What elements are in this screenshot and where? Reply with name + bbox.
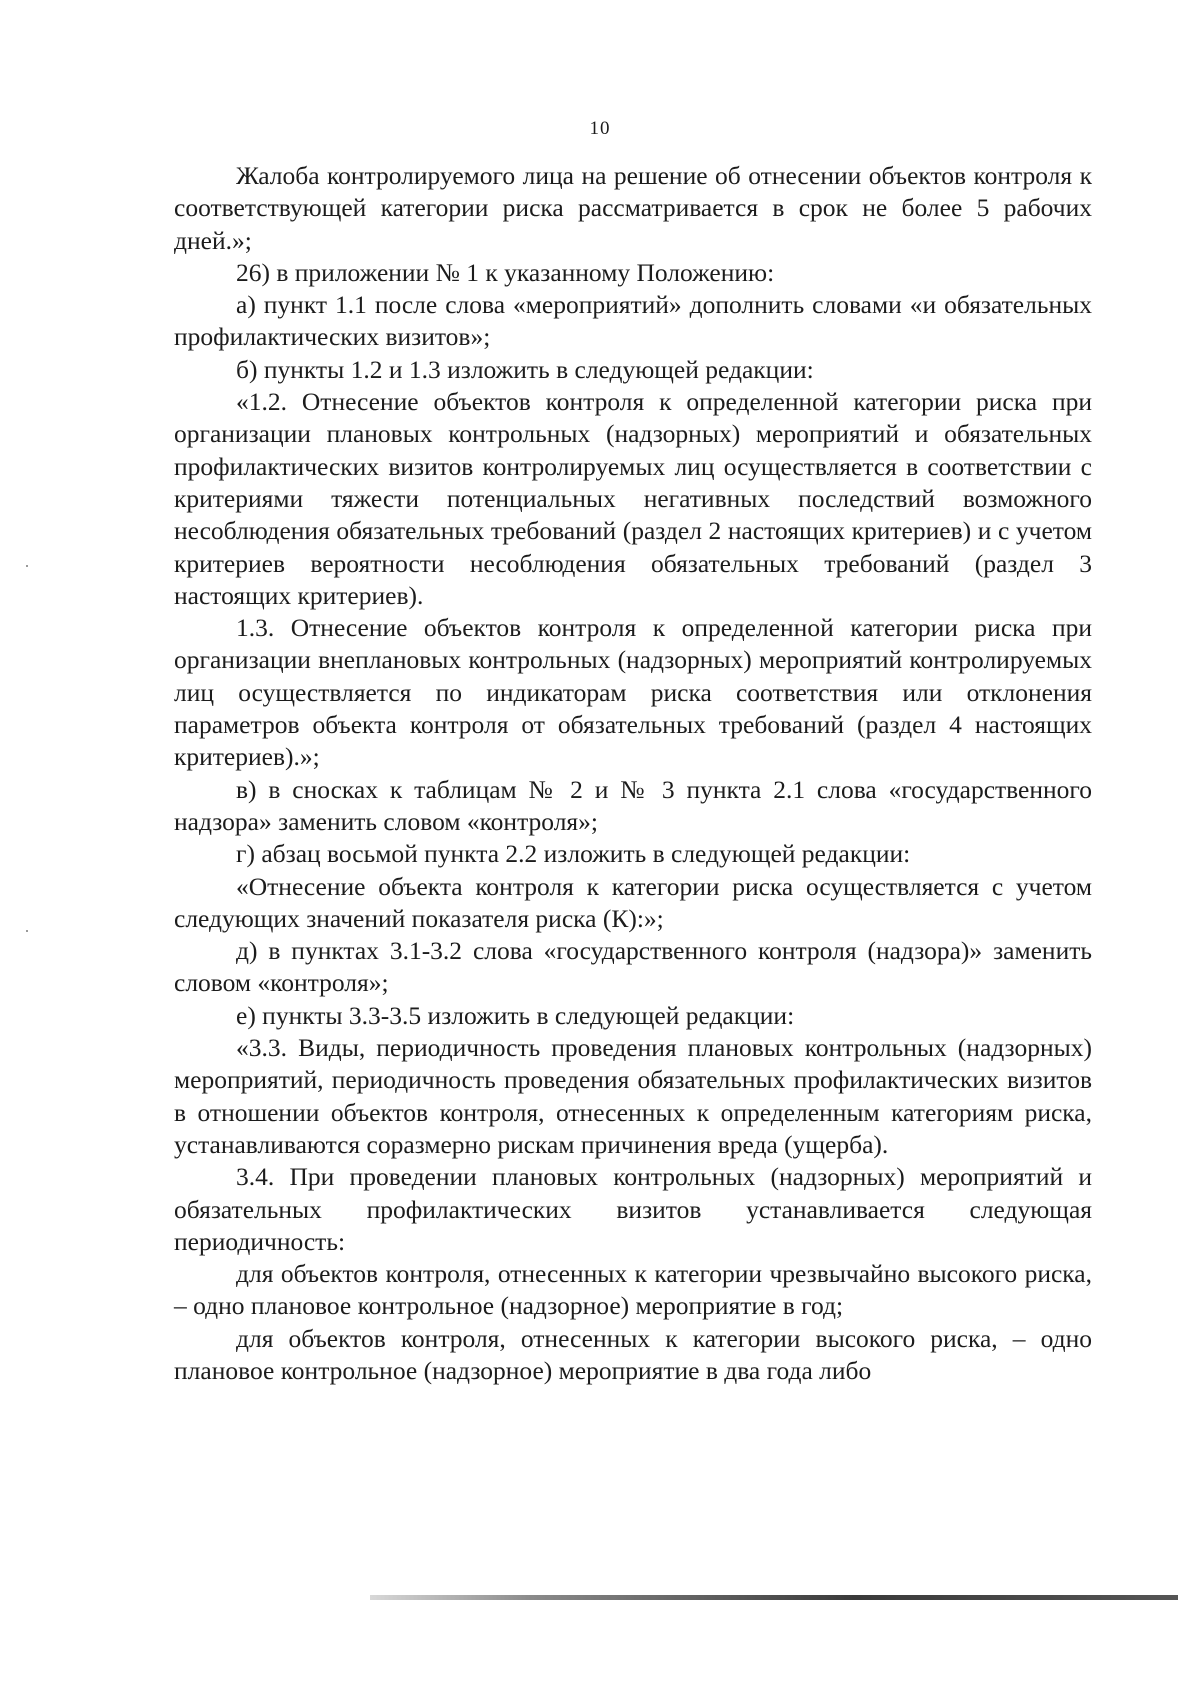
scan-margin-speck [26, 930, 28, 932]
paragraph-clause-1-2: «1.2. Отнесение объектов контроля к определенной категории риска при организации плановых контрольных (надзорных) мероприятий и обязательных профилактических визитов контролируемых лиц осуществляется в соответствии с критериями тяжести потенциальных негативных последствий возможного несоблюдения обязательных требований (раздел 2 настоящих критериев) и с учетом критериев вероятности несоблюдения обязательных требований (раздел 3 настоящих критериев). [174, 387, 1092, 610]
paragraph-risk-indicator: «Отнесение объекта контроля к категории риска осуществляется с учетом следующих значений показателя риска (К):»; [174, 871, 1092, 933]
paragraph-subitem-d: д) в пунктах 3.1-3.2 слова «государственного контроля (надзора)» заменить словом «контроля»; [174, 936, 1092, 998]
paragraph-subitem-g: г) абзац восьмой пункта 2.2 изложить в следующей редакции: [236, 839, 911, 869]
paragraph-clause-1-3: 1.3. Отнесение объектов контроля к определенной категории риска при организации внеплановых контрольных (надзорных) мероприятий контролируемых лиц осуществляется по индикаторам риска соответствия или отклонения параметров объекта контроля от обязательных требований (раздел 4 настоящих критериев).»; [174, 613, 1092, 772]
paragraph-extreme-risk: для объектов контроля, отнесенных к категории чрезвычайно высокого риска, – одно плановое контрольное (надзорное) мероприятие в год; [174, 1259, 1092, 1321]
paragraph-clause-3-3: «3.3. Виды, периодичность проведения плановых контрольных (надзорных) мероприятий, периодичность проведения обязательных профилактических визитов в отношении объектов контроля, отнесенных к определенным категориям риска, устанавливаются соразмерно рискам причинения вреда (ущерба). [174, 1033, 1092, 1159]
page-number: 10 [589, 118, 611, 139]
paragraph-clause-3-4: 3.4. При проведении плановых контрольных (надзорных) мероприятий и обязательных профилактических визитов устанавливается следующая периодичность: [174, 1162, 1092, 1256]
paragraph-subitem-v: в) в сносках к таблицам № 2 и № 3 пункта 2.1 слова «государственного надзора» заменить словом «контроля»; [174, 774, 1092, 836]
paragraph-complaint-term: Жалоба контролируемого лица на решение об отнесении объектов контроля к соответствующей категории риска рассматривается в срок не более 5 рабочих дней.»; [174, 161, 1092, 255]
paragraph-high-risk: для объектов контроля, отнесенных к категории высокого риска, – одно плановое контрольное (надзорное) мероприятие в два года либо [174, 1323, 1092, 1385]
paragraph-subitem-b: б) пункты 1.2 и 1.3 изложить в следующей редакции: [236, 354, 814, 384]
scan-margin-speck [26, 565, 28, 567]
paragraph-item-26: 26) в приложении № 1 к указанному Положению: [236, 257, 775, 287]
paragraph-subitem-a: а) пункт 1.1 после слова «мероприятий» дополнить словами «и обязательных профилактических визитов»; [174, 290, 1092, 352]
paragraph-subitem-e: е) пункты 3.3-3.5 изложить в следующей редакции: [236, 1000, 795, 1030]
scan-bottom-edge-line [370, 1595, 1178, 1600]
document-body [174, 160, 1092, 1387]
